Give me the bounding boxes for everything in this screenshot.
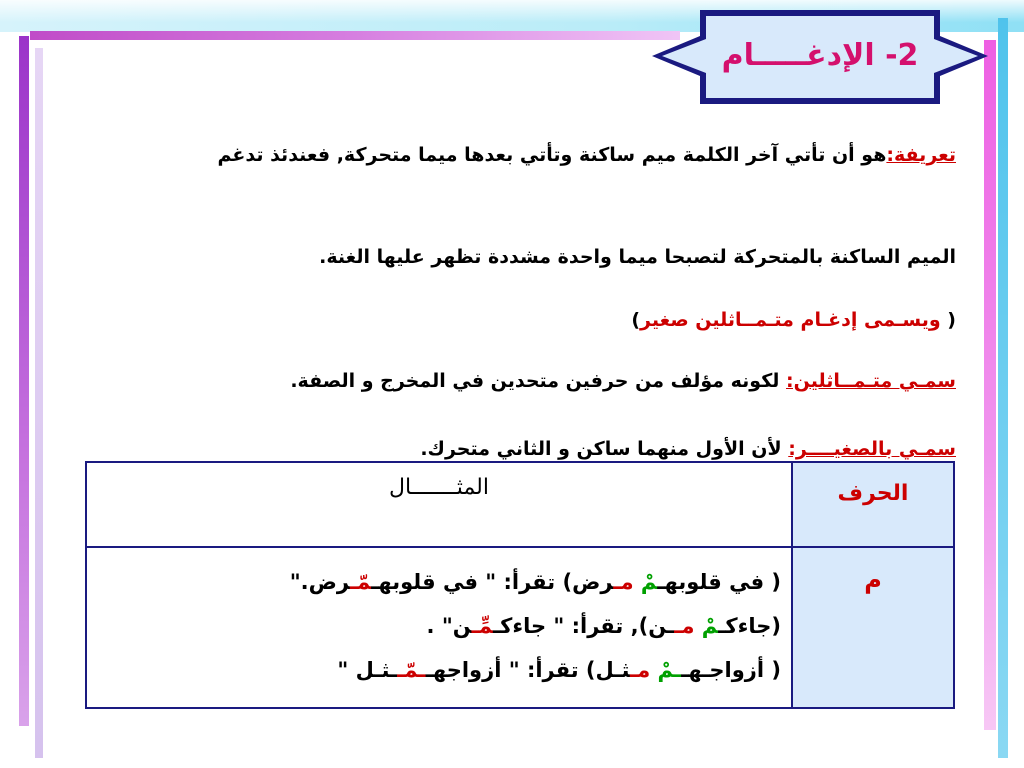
paren-open: (	[940, 309, 956, 331]
example-line-1: ( في قلوبهـمْ مـرض) تقرأ: " في قلوبهـمّـرض."	[289, 570, 781, 594]
line-saghir	[120, 434, 956, 464]
saghir-label: سمـي بالصغيــــر:	[788, 438, 956, 460]
right-cyan-bar	[998, 18, 1008, 758]
left-lavender-bar	[35, 48, 43, 758]
definition-text: هو أن تأتي آخر الكلمة ميم ساكنة وتأتي بعدها ميما متحركة, فعندئذ تدغم	[217, 144, 887, 166]
right-pink-bar	[984, 40, 996, 730]
definition-label: تعريفة:	[886, 144, 956, 166]
paren-close: )	[631, 309, 641, 331]
examples-cell	[86, 547, 792, 708]
top-pink-bar	[30, 31, 680, 40]
naming-text: ويسـمى إدغـام متـمــاثلين صغير	[640, 309, 941, 331]
left-purple-bar	[19, 36, 29, 726]
mutamathilain-text: لكونه مؤلف من حرفين متحدين في المخرج و الصفة.	[290, 370, 787, 392]
table-header-row	[86, 462, 954, 547]
example-line-2: (جاءكـمْ مــن), تقرأ: " جاءكـمِّـن" .	[426, 614, 781, 638]
header-example: المثـــــــال	[86, 462, 792, 547]
examples-table	[85, 461, 955, 709]
mutamathilain-label: سمـي متـمــاثلين:	[786, 370, 956, 392]
line-mutamathilain	[120, 366, 956, 396]
definition-paragraph	[120, 140, 956, 170]
letter-cell: م	[792, 547, 954, 708]
line-merge-description: الميم الساكنة بالمتحركة لتصبحا ميما واحدة مشددة تظهر عليها الغنة.	[319, 246, 956, 268]
slide-title: 2- الإدغـــــام	[721, 37, 919, 73]
line-naming	[120, 305, 956, 335]
table-row	[86, 547, 954, 708]
saghir-text: لأن الأول منهما ساكن و الثاني متحرك.	[420, 438, 789, 460]
example-line-3: ( أزواجـهــمْ مـثـل) تقرأ: " أزواجهــمّــثـل "	[337, 658, 781, 682]
header-letter: الحرف	[792, 462, 954, 547]
